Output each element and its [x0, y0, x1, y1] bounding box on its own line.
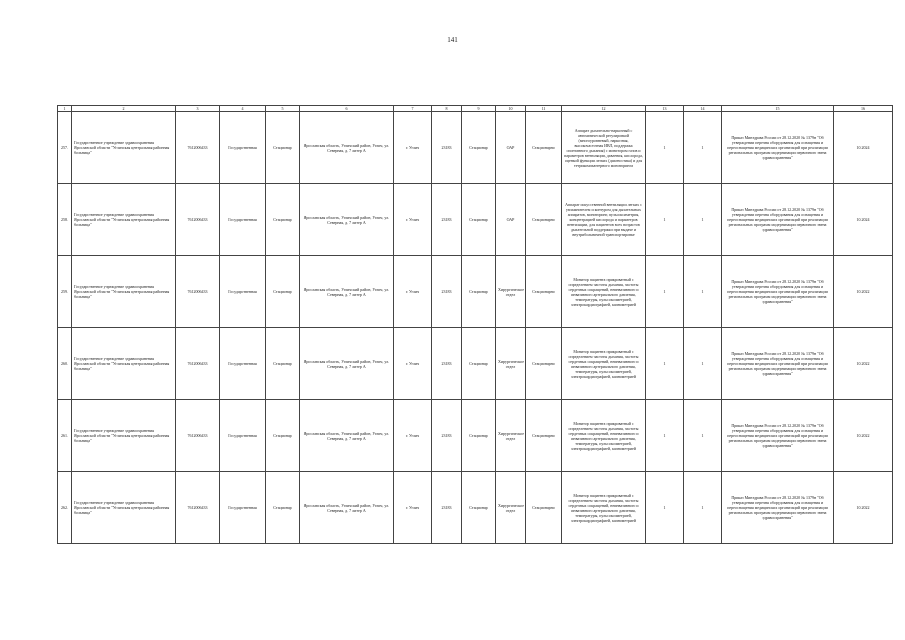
quantity-2: 1: [684, 472, 722, 544]
organization-name: Государственное учреждение здравоохранения Ярославской области "Угличская центральная районная больница": [72, 184, 176, 256]
legal-basis: Приказ Минздрава России от 28.12.2020 № 1379н "Об утверждении перечня оборудования для оснащения и переоснащения медицинских организаций при реализации региональных программ модернизации первичного звена здравоохранения": [722, 184, 834, 256]
city: г. Углич: [394, 184, 432, 256]
code: 23183: [432, 472, 462, 544]
form: Стационар: [462, 184, 496, 256]
conditions: Стационарно: [526, 400, 562, 472]
conditions: Стационарно: [526, 184, 562, 256]
city: г. Углич: [394, 328, 432, 400]
column-number: 8: [432, 106, 462, 112]
quantity-2: 1: [684, 328, 722, 400]
code: 23183: [432, 256, 462, 328]
year: 10.2022: [834, 472, 893, 544]
column-number: 13: [646, 106, 684, 112]
address: Ярославская область, Угличский район, Углич, ул. Северная, д. 7 литер А: [300, 472, 394, 544]
year: 10.2024: [834, 184, 893, 256]
ownership: Государственная: [220, 112, 266, 184]
conditions: Стационарно: [526, 328, 562, 400]
organization-name: Государственное учреждение здравоохранения Ярославской области "Угличская центральная районная больница": [72, 256, 176, 328]
code: 23183: [432, 112, 462, 184]
inn: 7612006433: [176, 472, 220, 544]
legal-basis: Приказ Минздрава России от 28.12.2020 № 1379н "Об утверждении перечня оборудования для оснащения и переоснащения медицинских организаций при реализации региональных программ модернизации первичного звена здравоохранения": [722, 328, 834, 400]
address: Ярославская область, Угличский район, Углич, ул. Северная, д. 7 литер А: [300, 256, 394, 328]
quantity-2: 1: [684, 184, 722, 256]
organization-name: Государственное учреждение здравоохранения Ярославской области "Угличская центральная районная больница": [72, 328, 176, 400]
department: ОАР: [496, 112, 526, 184]
conditions: Стационарно: [526, 112, 562, 184]
quantity-1: 1: [646, 184, 684, 256]
address: Ярославская область, Угличский район, Углич, ул. Северная, д. 7 литер А: [300, 184, 394, 256]
column-number: 2: [72, 106, 176, 112]
equipment-description: Аппарат дыхательно-наркозный с автоматической регулировкой (многоуровневый, наркозная, высокочастотная ИВЛ, поддержка спонтанного дыхания) с монитором газов и параметров вентиляции, давления, кислорода, оценкой функции легких (диагностика) и для тетрикомпьютерного мониторинга: [562, 112, 646, 184]
quantity-2: 1: [684, 400, 722, 472]
address: Ярославская область, Угличский район, Углич, ул. Северная, д. 7 литер А: [300, 328, 394, 400]
facility-type: Стационар: [266, 328, 300, 400]
column-number: 1: [58, 106, 72, 112]
facility-type: Стационар: [266, 184, 300, 256]
quantity-2: 1: [684, 112, 722, 184]
row-number: 262.: [58, 472, 72, 544]
equipment-description: Монитор пациента прикроватный с определением частоты дыхания, частоты сердечных сокращений, неинвазивного и инвазивного артериального давления, температуры, пульсоксиметрией, электрокардиографией, капнометрией: [562, 472, 646, 544]
row-number: 258.: [58, 184, 72, 256]
quantity-1: 1: [646, 256, 684, 328]
city: г. Углич: [394, 112, 432, 184]
year: 10.2022: [834, 328, 893, 400]
column-number: 7: [394, 106, 432, 112]
form: Стационар: [462, 328, 496, 400]
equipment-table: [57, 105, 893, 544]
department: ОАР: [496, 184, 526, 256]
facility-type: Стационар: [266, 112, 300, 184]
city: г. Углич: [394, 472, 432, 544]
row-number: 260.: [58, 328, 72, 400]
code: 23183: [432, 400, 462, 472]
legal-basis: Приказ Минздрава России от 28.12.2020 № 1379н "Об утверждении перечня оборудования для оснащения и переоснащения медицинских организаций при реализации региональных программ модернизации первичного звена здравоохранения": [722, 472, 834, 544]
form: Стационар: [462, 400, 496, 472]
inn: 7612006433: [176, 256, 220, 328]
facility-type: Стационар: [266, 256, 300, 328]
organization-name: Государственное учреждение здравоохранения Ярославской области "Угличская центральная районная больница": [72, 472, 176, 544]
department: Хирургическое отдел: [496, 472, 526, 544]
equipment-description: Аппарат искусственной вентиляции легких с увлажнителем и контуром для дыхательных аппаратов, мониторинг, пульсоксиметрия, концентрацией кислорода и параметров вентиляции, для пациентов всех возрастов дыхательной поддержки при выдаче и внутрибольничной транспортировке: [562, 184, 646, 256]
quantity-1: 1: [646, 328, 684, 400]
legal-basis: Приказ Минздрава России от 28.12.2020 № 1379н "Об утверждении перечня оборудования для оснащения и переоснащения медицинских организаций при реализации региональных программ модернизации первичного звена здравоохранения": [722, 256, 834, 328]
table-row: [58, 400, 893, 472]
ownership: Государственная: [220, 256, 266, 328]
facility-type: Стационар: [266, 400, 300, 472]
column-number: 5: [266, 106, 300, 112]
organization-name: Государственное учреждение здравоохранения Ярославской области "Угличская центральная районная больница": [72, 112, 176, 184]
legal-basis: Приказ Минздрава России от 28.12.2020 № 1379н "Об утверждении перечня оборудования для оснащения и переоснащения медицинских организаций при реализации региональных программ модернизации первичного звена здравоохранения": [722, 400, 834, 472]
year: 10.2022: [834, 256, 893, 328]
address: Ярославская область, Угличский район, Углич, ул. Северная, д. 7 литер А: [300, 400, 394, 472]
ownership: Государственная: [220, 400, 266, 472]
form: Стационар: [462, 256, 496, 328]
equipment-description: Монитор пациента прикроватный с определением частоты дыхания, частоты сердечных сокращений, неинвазивного и инвазивного артериального давления, температуры, пульсоксиметрией, электрокардиографией, капнометрией: [562, 400, 646, 472]
inn: 7612006433: [176, 328, 220, 400]
column-number: 9: [462, 106, 496, 112]
city: г. Углич: [394, 400, 432, 472]
department: Хирургическое отдел: [496, 400, 526, 472]
department: Хирургическое отдел: [496, 256, 526, 328]
row-number: 261.: [58, 400, 72, 472]
table-row: [58, 328, 893, 400]
page-number: 141: [447, 36, 458, 44]
column-number: 10: [496, 106, 526, 112]
column-number: 15: [722, 106, 834, 112]
address: Ярославская область, Угличский район, Углич, ул. Северная, д. 7 литер А: [300, 112, 394, 184]
year: 10.2024: [834, 112, 893, 184]
table-row: [58, 184, 893, 256]
department: Хирургическое отдел: [496, 328, 526, 400]
ownership: Государственная: [220, 472, 266, 544]
city: г. Углич: [394, 256, 432, 328]
table-row: [58, 256, 893, 328]
ownership: Государственная: [220, 328, 266, 400]
quantity-2: 1: [684, 256, 722, 328]
inn: 7612006433: [176, 112, 220, 184]
conditions: Стационарно: [526, 472, 562, 544]
equipment-description: Монитор пациента прикроватный с определением частоты дыхания, частоты сердечных сокращений, неинвазивного и инвазивного артериального давления, температуры, пульсоксиметрией, электрокардиографией, капнометрией: [562, 256, 646, 328]
table-row: [58, 472, 893, 544]
quantity-1: 1: [646, 112, 684, 184]
form: Стационар: [462, 112, 496, 184]
column-number: 16: [834, 106, 893, 112]
quantity-1: 1: [646, 400, 684, 472]
organization-name: Государственное учреждение здравоохранения Ярославской области "Угличская центральная районная больница": [72, 400, 176, 472]
code: 23183: [432, 184, 462, 256]
column-number: 12: [562, 106, 646, 112]
inn: 7612006433: [176, 400, 220, 472]
equipment-description: Монитор пациента прикроватный с определением частоты дыхания, частоты сердечных сокращений, неинвазивного и инвазивного артериального давления, температуры, пульсоксиметрией, электрокардиографией, капнометрией: [562, 328, 646, 400]
inn: 7612006433: [176, 184, 220, 256]
table-row: [58, 112, 893, 184]
conditions: Стационарно: [526, 256, 562, 328]
column-number: 14: [684, 106, 722, 112]
form: Стационар: [462, 472, 496, 544]
quantity-1: 1: [646, 472, 684, 544]
column-number: 11: [526, 106, 562, 112]
ownership: Государственная: [220, 184, 266, 256]
column-number: 3: [176, 106, 220, 112]
row-number: 259.: [58, 256, 72, 328]
code: 23183: [432, 328, 462, 400]
facility-type: Стационар: [266, 472, 300, 544]
legal-basis: Приказ Минздрава России от 28.12.2020 № 1379н "Об утверждении перечня оборудования для оснащения и переоснащения медицинских организаций при реализации региональных программ модернизации первичного звена здравоохранения": [722, 112, 834, 184]
row-number: 257.: [58, 112, 72, 184]
year: 10.2022: [834, 400, 893, 472]
column-number: 6: [300, 106, 394, 112]
column-number: 4: [220, 106, 266, 112]
